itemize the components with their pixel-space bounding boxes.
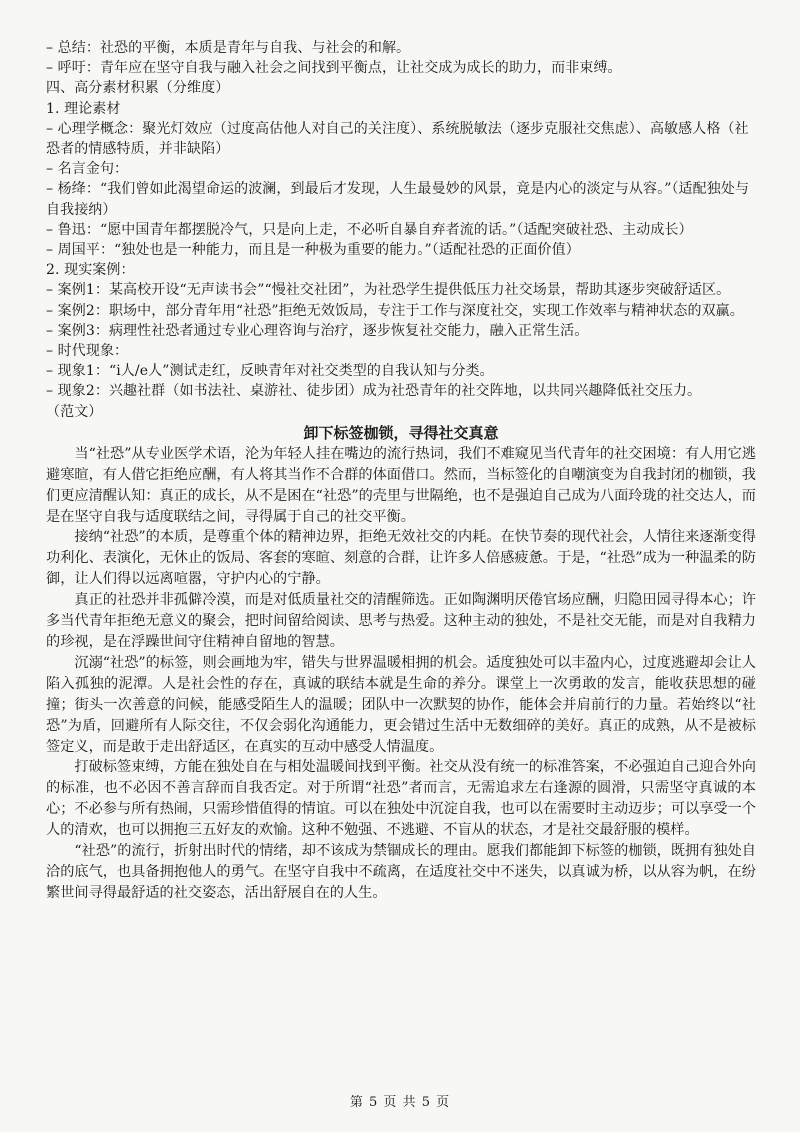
quotes-heading: – 名言金句：: [46, 161, 129, 178]
subsection-heading-cases: 2. 现实案例：: [46, 262, 135, 279]
subsection-heading-theory: 1. 理论素材: [46, 100, 121, 117]
quote-yang-jiang: – 杨绛：“我们曾如此渴望命运的波澜，到最后才发现，人生最曼妙的风景，竟是内心的淡定与从容。”（适配独处与自我接纳）: [46, 181, 750, 218]
sample-essay: [46, 422, 756, 904]
section-heading: 四、高分素材积累（分维度）: [46, 80, 230, 97]
appeal-line: – 呼吁：青年应在坚守自我与融入社会之间找到平衡点，让社交成为成长的助力，而非束缚。: [46, 60, 622, 77]
psychology-concepts-line: – 心理学概念：聚光灯效应（过度高估他人对自己的关注度）、系统脱敏法（逐步克服社交焦虑）、高敏感人格（社恐者的情感特质，并非缺陷）: [46, 120, 749, 158]
outline-section: [46, 38, 756, 422]
case-2: – 案例2：职场中，部分青年用“社恐”拒绝无效饭局，专注于工作与深度社交，实现工作效率与精神状态的双赢。: [46, 302, 744, 319]
case-3: – 案例3：病理性社恐者通过专业心理咨询与治疗，逐步恢复社交能力，融入正常生活。: [46, 322, 589, 339]
essay-paragraph: 打破标签束缚，方能在独处自在与相处温暖间找到平衡。社交从没有统一的标准答案，不必强迫自己迎合外向的标准，也不必因不善言辞而自我否定。对于所谓“社恐”者而言，无需追求左右逢源的圆滑，只需坚守真诚的本心；不必参与所有热闹，只需珍惜值得的情谊。可以在独处中沉淀自我，也可以在需要时主动迈步；可以享受一个人的清欢，也可以拥抱三五好友的欢愉。这种不勉强、不逃避、不盲从的状态，才是社交最舒服的模样。: [46, 759, 756, 839]
case-1: – 案例1：某高校开设“无声读书会”“慢社交社团”，为社恐学生提供低压力社交场景，帮助其逐步突破舒适区。: [46, 282, 731, 299]
essay-paragraph: 当“社恐”从专业医学术语，沦为年轻人挂在嘴边的流行热词，我们不难窥见当代青年的社交困境：有人用它逃避寒暄，有人借它拒绝应酬，有人将其当作不合群的体面借口。然而，当标签化的自嘲演变为自我封闭的枷锁，我们更应清醒认知：真正的成长，从不是困在“社恐”的壳里与世隔绝，也不是强迫自己成为八面玲珑的社交达人，而是在坚守自我与适度联结之间，寻得属于自己的社交平衡。: [46, 445, 756, 525]
phenomena-heading: – 时代现象：: [46, 343, 129, 360]
sample-essay-label: （范文）: [46, 403, 103, 420]
phenomenon-2: – 现象2：兴趣社群（如书法社、桌游社、徒步团）成为社恐青年的社交阵地，以共同兴趣降低社交压力。: [46, 383, 702, 400]
essay-paragraph: 真正的社恐并非孤僻冷漠，而是对低质量社交的清醒筛选。正如陶渊明厌倦官场应酬，归隐田园寻得本心；许多当代青年拒绝无意义的聚会，把时间留给阅读、思考与热爱。这种主动的独处，不是社交无能，而是对自我精力的珍视，是在浮躁世间守住精神自留地的智慧。: [46, 592, 756, 651]
essay-paragraph: “社恐”的流行，折射出时代的情绪，却不该成为禁锢成长的理由。愿我们都能卸下标签的枷锁，既拥有独处自洽的底气，也具备拥抱他人的勇气。在坚守自我中不疏离，在适度社交中不迷失，以真诚为桥，以从容为帆，在纷繁世间寻得最舒适的社交姿态，活出舒展自在的人生。: [46, 843, 756, 901]
phenomenon-1: – 现象1：“i人/e人”测试走红，反映青年对社交类型的自我认知与分类。: [46, 363, 494, 380]
essay-paragraph: 沉溺“社恐”的标签，则会画地为牢，错失与世界温暖相拥的机会。适度独处可以丰盈内心，过度逃避却会让人陷入孤独的泥潭。人是社会性的存在，真诚的联结本就是生命的养分。课堂上一次勇敢的发言，能收获思想的碰撞；街头一次善意的问候，能感受陌生人的温暖；团队中一次默契的协作，能体会并肩前行的力量。若始终以“社恐”为盾，回避所有人际交往，不仅会弱化沟通能力，更会错过生活中无数细碎的美好。真正的成熟，从不是被标签定义，而是敢于走出舒适区，在真实的互动中感受人情温度。: [46, 654, 756, 755]
quote-zhou-guoping: – 周国平：“独处也是一种能力，而且是一种极为重要的能力。”（适配社恐的正面价值）: [46, 242, 580, 259]
essay-title: 卸下标签枷锁，寻得社交真意: [303, 423, 499, 442]
quote-lu-xun: – 鲁迅：“愿中国青年都摆脱冷气，只是向上走，不必听自暴自弃者流的话。”（适配突破社恐、主动成长）: [46, 221, 693, 238]
essay-paragraph: 接纳“社恐”的本质，是尊重个体的精神边界，拒绝无效社交的内耗。在快节奏的现代社会，人情往来逐渐变得功利化、表演化，无休止的饭局、客套的寒暄、刻意的合群，让许多人倍感疲惫。于是，“社恐”成为一种温柔的防御，让人们得以远离喧嚣，守护内心的宁静。: [46, 529, 756, 588]
page-number-footer: 第 5 页 共 5 页: [349, 1095, 451, 1110]
summary-line: – 总结：社恐的平衡，本质是青年与自我、与社会的和解。: [46, 40, 411, 56]
